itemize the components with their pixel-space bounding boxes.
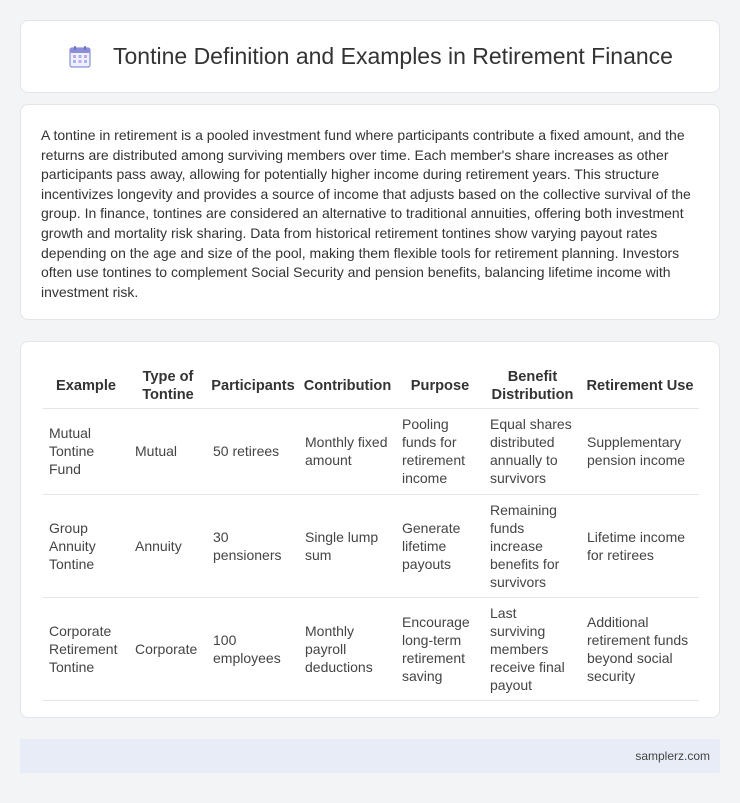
header-card [20, 20, 720, 93]
table-row [43, 494, 699, 597]
calendar-icon [67, 44, 93, 70]
table-cell: Supplementary pension income [581, 408, 699, 494]
tontine-examples-table [43, 365, 699, 701]
table-cell: Corporate [129, 597, 207, 700]
table-cell: Encourage long-term retirement saving [396, 597, 484, 700]
column-header: Purpose [396, 365, 484, 408]
table-cell: Single lump sum [299, 494, 396, 597]
table-cell: Equal shares distributed annually to survivors [484, 408, 581, 494]
page-title [67, 43, 673, 70]
table-cell: 30 pensioners [207, 494, 299, 597]
intro-paragraph: A tontine in retirement is a pooled investment fund where participants contribute a fixed amount, and the returns are distributed among surviving members over time. Each member's share increases as other participants pass away, allowing for potentially higher income during retirement years. This structure incentivizes longevity and provides a source of income that adjusts based on the collective survival of the group. In finance, tontines are considered an alternative to traditional annuities, offering both investment growth and mortality risk sharing. Data from historical retirement tontines show varying payout rates depending on the age and size of the pool, making them flexible tools for retirement planning. Investors often use tontines to complement Social Security and pension benefits, balancing lifetime income with investment risk. [41, 127, 691, 300]
table-cell: Remaining funds increase benefits for survivors [484, 494, 581, 597]
table-header-row [43, 365, 699, 408]
table-cell: Pooling funds for retirement income [396, 408, 484, 494]
table-cell: Monthly fixed amount [299, 408, 396, 494]
table-cell: Lifetime income for retirees [581, 494, 699, 597]
column-header: Benefit Distribution [484, 365, 581, 408]
table-cell: 50 retirees [207, 408, 299, 494]
page-title-text: Tontine Definition and Examples in Retirement Finance [113, 43, 673, 69]
table-cell: Group Annuity Tontine [43, 494, 129, 597]
footer-brand: samplerz.com [635, 749, 710, 763]
table-cell: 100 employees [207, 597, 299, 700]
column-header: Participants [207, 365, 299, 408]
table-card [20, 341, 720, 718]
column-header: Example [43, 365, 129, 408]
table-cell: Monthly payroll deductions [299, 597, 396, 700]
table-cell: Mutual Tontine Fund [43, 408, 129, 494]
footer [20, 739, 720, 773]
intro-card [20, 104, 720, 320]
column-header: Retirement Use [581, 365, 699, 408]
table-cell: Last surviving members receive final payout [484, 597, 581, 700]
table-cell: Annuity [129, 494, 207, 597]
table-row [43, 597, 699, 700]
column-header: Contribution [299, 365, 396, 408]
table-cell: Corporate Retirement Tontine [43, 597, 129, 700]
table-cell: Generate lifetime payouts [396, 494, 484, 597]
table-row [43, 408, 699, 494]
table-cell: Additional retirement funds beyond social security [581, 597, 699, 700]
column-header: Type of Tontine [129, 365, 207, 408]
table-cell: Mutual [129, 408, 207, 494]
